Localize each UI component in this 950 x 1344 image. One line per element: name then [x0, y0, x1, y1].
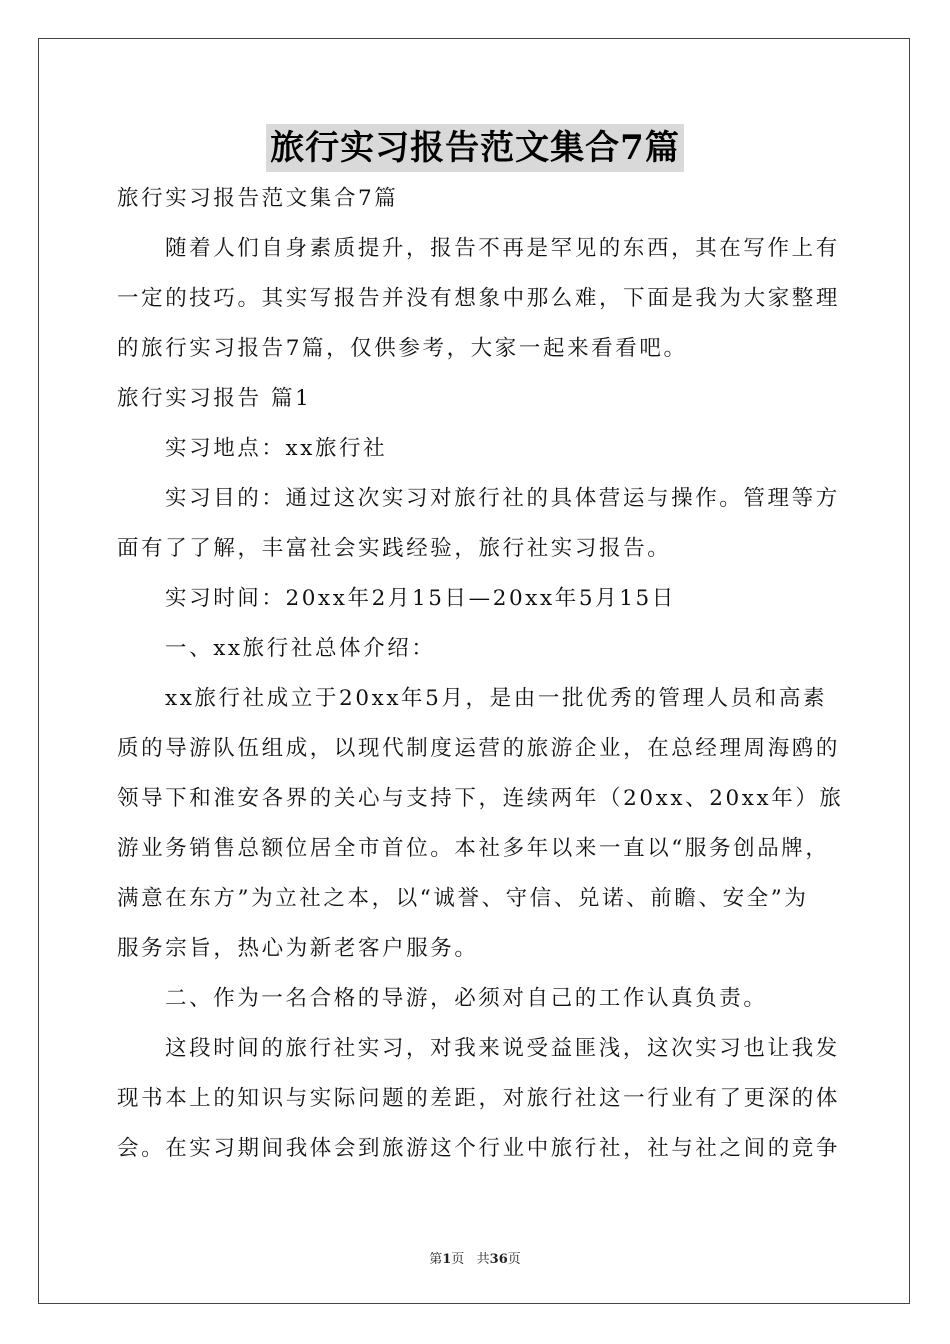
total-page-count: 36: [489, 1252, 508, 1267]
body-line: 实习目的：通过这次实习对旅行社的具体营运与操作。管理等方: [165, 486, 840, 511]
body-line: 质的导游队伍组成，以现代制度运营的旅游企业，在总经理周海鸥的: [117, 736, 841, 761]
body-line: 的旅行实习报告7篇，仅供参考，大家一起来看看吧。: [117, 336, 688, 361]
page-footer: [0, 1248, 950, 1267]
title-wrap: [0, 124, 950, 172]
body-line: 面有了了解，丰富社会实践经验，旅行社实习报告。: [117, 536, 672, 561]
body-line: 一、xx旅行社总体介绍：: [165, 636, 436, 661]
document-body: [117, 174, 844, 1174]
footer-mid: 页 共: [451, 1252, 490, 1267]
body-line: 领导下和淮安各界的关心与支持下，连续两年（20xx、20xx年）旅: [117, 786, 844, 811]
body-line: 二、作为一名合格的导游，必须对自己的工作认真负责。: [165, 986, 768, 1011]
current-page-number: 1: [442, 1252, 452, 1267]
body-line: 旅行实习报告 篇1: [117, 386, 312, 411]
body-line: 一定的技巧。其实写报告并没有想象中那么难，下面是我为大家整理: [117, 286, 841, 311]
body-line: 会。在实习期间我体会到旅游这个行业中旅行社，社与社之间的竞争: [117, 1136, 841, 1161]
body-line: xx旅行社成立于20xx年5月，是由一批优秀的管理人员和高素: [165, 686, 828, 711]
body-line: 随着人们自身素质提升，报告不再是罕见的东西，其在写作上有: [165, 236, 840, 261]
body-line: 满意在东方”为立社之本，以“诚誉、守信、兑诺、前瞻、安全”为: [117, 886, 809, 911]
body-line: 这段时间的旅行社实习，对我来说受益匪浅，这次实习也让我发: [165, 1036, 840, 1061]
body-line: 实习时间：20xx年2月15日—20xx年5月15日: [165, 586, 676, 611]
body-line: 现书本上的知识与实际问题的差距，对旅行社这一行业有了更深的体: [117, 1086, 841, 1111]
body-line: 旅行实习报告范文集合7篇: [117, 186, 399, 211]
footer-suffix: 页: [507, 1252, 521, 1267]
body-line: 服务宗旨，热心为新老客户服务。: [117, 936, 479, 961]
body-line: 游业务销售总额位居全市首位。本社多年以来一直以“服务创品牌，: [117, 836, 830, 861]
footer-prefix: 第: [429, 1252, 443, 1267]
document-title: 旅行实习报告范文集合7篇: [266, 124, 684, 172]
body-line: 实习地点：xx旅行社: [165, 436, 388, 461]
